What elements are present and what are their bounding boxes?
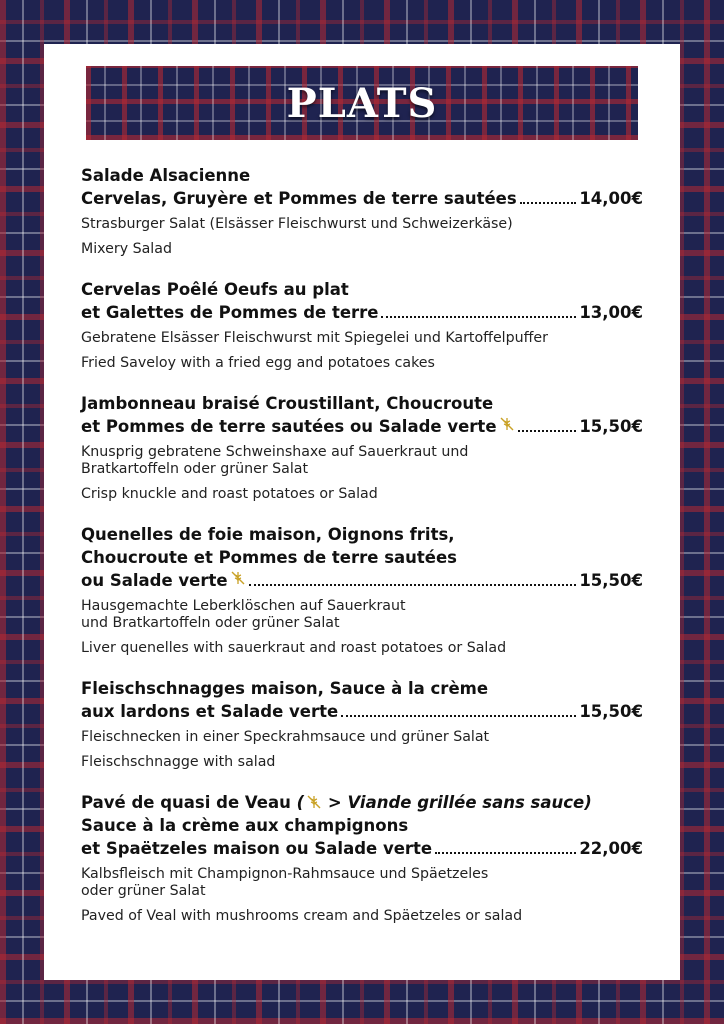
dish-price: 14,00€ [579, 189, 643, 208]
dish-name-line: aux lardons et Salade verte [81, 702, 339, 721]
dish-name-line: Salade Alsacienne [81, 166, 251, 185]
dish-price-line [81, 415, 643, 438]
dish-price-line [81, 301, 643, 324]
dish-description-en: Fried Saveloy with a fried egg and potatoes cakes [81, 355, 435, 371]
dish-name-line: Cervelas, Gruyère et Pommes de terre sautées [81, 189, 517, 208]
dish-name-line: Sauce à la crème aux champignons [81, 816, 409, 835]
dish-description-de [81, 598, 643, 632]
page-title: PLATS [286, 79, 438, 127]
dish-name-part: Pavé de quasi de Veau [81, 793, 291, 812]
dish-name-line [81, 791, 643, 814]
dish-description-de: Strasburger Salat (Elsässer Fleischwurst und Schweizerkäse) [81, 216, 513, 232]
dish-item [81, 392, 643, 503]
dish-description-de: Fleischnecken in einer Speckrahmsauce und grüner Salat [81, 729, 490, 745]
dish-description-de-line: Knusprig gebratene Schweinshaxe auf Sauerkraut und [81, 444, 469, 460]
dish-description-en: Fleischschnagge with salad [81, 754, 276, 770]
dish-description-de-line: Bratkartoffeln oder grüner Salat [81, 461, 309, 477]
dish-price-line [81, 837, 643, 860]
dish-price-line [81, 569, 643, 592]
dish-price: 15,50€ [579, 571, 643, 590]
dish-item [81, 791, 643, 925]
dish-price: 22,00€ [579, 839, 643, 858]
wheat-crossed-icon [306, 794, 322, 810]
dot-leader [249, 584, 577, 586]
dish-price-line [81, 700, 643, 723]
wheat-crossed-icon [499, 416, 515, 432]
dish-price: 13,00€ [579, 303, 643, 322]
dish-name-line: Fleischschnagges maison, Sauce à la crème [81, 679, 489, 698]
dish-description-de-line: oder grüner Salat [81, 883, 206, 899]
dish-item [81, 523, 643, 657]
title-banner [86, 66, 638, 140]
dot-leader [381, 316, 576, 318]
dish-price: 15,50€ [579, 702, 643, 721]
dish-name-line: Choucroute et Pommes de terre sautées [81, 548, 457, 567]
dish-description-de-line: und Bratkartoffeln oder grüner Salat [81, 615, 340, 631]
dish-name-line: et Pommes de terre sautées ou Salade verte [81, 417, 497, 436]
dish-description-en: Paved of Veal with mushrooms cream and Späetzeles or salad [81, 908, 523, 924]
dish-name-line: Cervelas Poêlé Oeufs au plat [81, 280, 349, 299]
dish-list [81, 164, 643, 945]
dot-leader [341, 715, 576, 717]
dot-leader [435, 852, 576, 854]
dish-name-line: Jambonneau braisé Croustillant, Choucroute [81, 394, 494, 413]
menu-card [44, 44, 680, 980]
dish-description-de-line: Kalbsfleisch mit Champignon-Rahmsauce und Späetzeles [81, 866, 489, 882]
dot-leader [520, 202, 577, 204]
dish-description-de-line: Hausgemachte Leberklöschen auf Sauerkraut [81, 598, 406, 614]
wheat-crossed-icon [230, 570, 246, 586]
dish-name-line: Quenelles de foie maison, Oignons frits, [81, 525, 455, 544]
dish-item [81, 677, 643, 771]
dish-price: 15,50€ [579, 417, 643, 436]
dot-leader [518, 430, 577, 432]
dish-price-line [81, 187, 643, 210]
dish-description-de [81, 866, 643, 900]
dish-name-line: ou Salade verte [81, 571, 228, 590]
dish-item [81, 164, 643, 258]
note-open-paren: ( [296, 793, 305, 812]
dish-item [81, 278, 643, 372]
dish-description-de [81, 444, 643, 478]
dish-name-line: et Spaëtzeles maison ou Salade verte [81, 839, 433, 858]
dish-description-de: Gebratene Elsässer Fleischwurst mit Spiegelei und Kartoffelpuffer [81, 330, 548, 346]
dish-description-en: Mixery Salad [81, 241, 172, 257]
dish-description-en: Liver quenelles with sauerkraut and roast potatoes or Salad [81, 640, 507, 656]
dish-note: > Viande grillée sans sauce) [327, 793, 592, 812]
dish-name-line: et Galettes de Pommes de terre [81, 303, 379, 322]
dish-description-en: Crisp knuckle and roast potatoes or Salad [81, 486, 378, 502]
